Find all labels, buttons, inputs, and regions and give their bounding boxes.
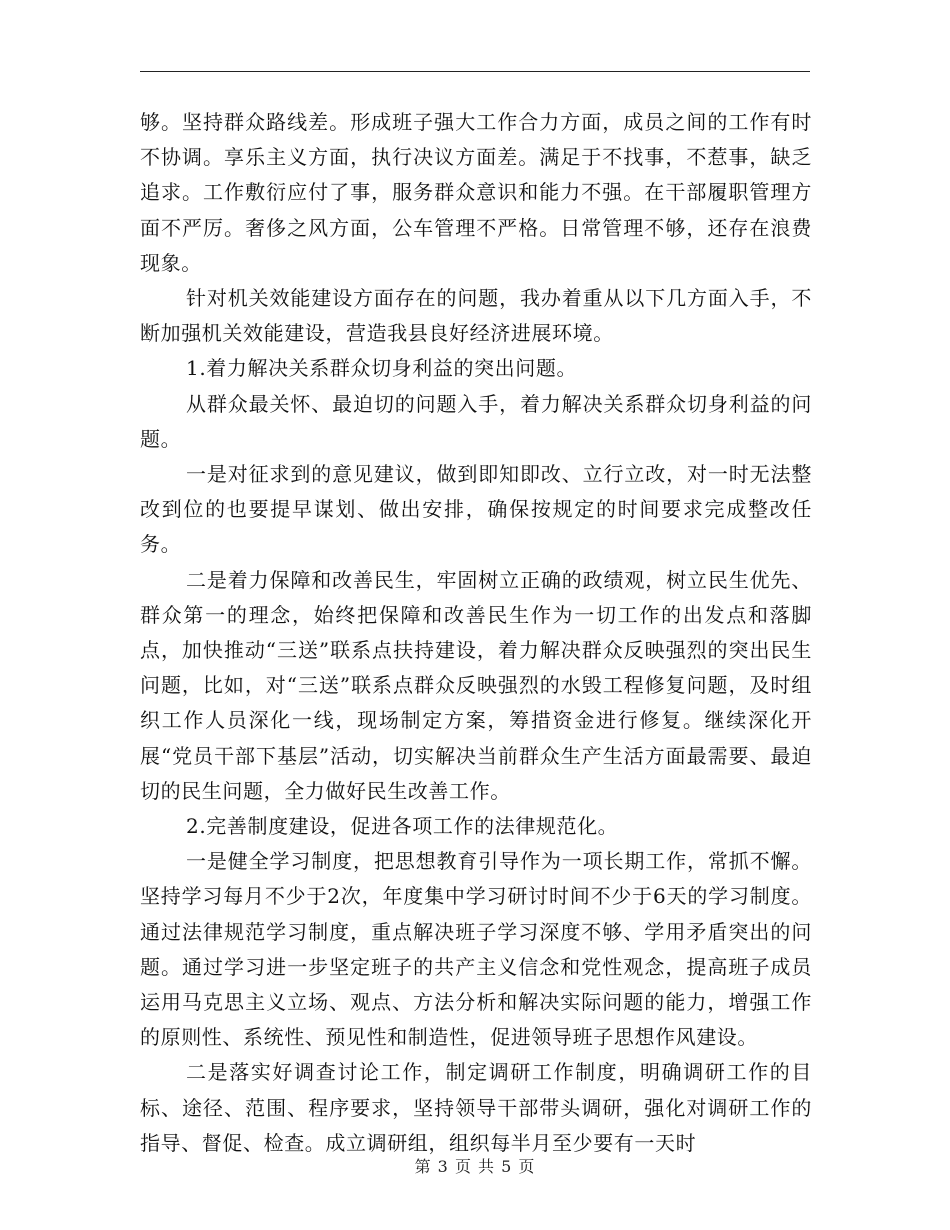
paragraph-3: 从群众最关怀、最迫切的问题入手，着力解决关系群众切身利益的问题。 xyxy=(140,391,812,451)
section-heading-1: 1.着力解决关系群众切身利益的突出问题。 xyxy=(186,356,578,381)
paragraph-7: 二是落实好调查讨论工作，制定调研工作制度，明确调研工作的目标、途径、范围、程序要求，坚持领导干部带头调研，强化对调研工作的指导、督促、检查。成立调研组，组织每半月至少要有一天时 xyxy=(140,1060,812,1155)
section-heading-2: 2.完善制度建设，促进各项工作的法律规范化。 xyxy=(186,814,619,839)
header-rule xyxy=(140,71,810,72)
paragraph-1: 够。坚持群众路线差。形成班子强大工作合力方面，成员之间的工作有时不协调。享乐主义方面，执行决议方面差。满足于不找事，不惹事，缺乏追求。工作敷衍应付了事，服务群众意识和能力不强。在干部履职管理方面不严厉。奢侈之风方面，公车管理不严格。日常管理不够，还存在浪费现象。 xyxy=(140,110,812,275)
paragraph-5: 二是着力保障和改善民生，牢固树立正确的政绩观，树立民生优先、群众第一的理念，始终把保障和改善民生作为一切工作的出发点和落脚点，加快推动“三送”联系点扶持建设，着力解决群众反映强烈的突出民生问题，比如，对“三送”联系点群众反映强烈的水毁工程修复问题，及时组织工作人员深化一线，现场制定方案，筹措资金进行修复。继续深化开展“党员干部下基层”活动，切实解决当前群众生产生活方面最需要、最迫切的民生问题，全力做好民生改善工作。 xyxy=(140,567,812,803)
paragraph-4: 一是对征求到的意见建议，做到即知即改、立行立改，对一时无法整改到位的也要提早谋划、做出安排，确保按规定的时间要求完成整改任务。 xyxy=(140,462,812,557)
paragraph-2: 针对机关效能建设方面存在的问题，我办着重从以下几方面入手，不断加强机关效能建设，营造我县良好经济进展环境。 xyxy=(140,286,812,346)
document-body xyxy=(140,105,812,1161)
paragraph-6: 一是健全学习制度，把思想教育引导作为一项长期工作，常抓不懈。坚持学习每月不少于2次，年度集中学习研讨时间不少于6天的学习制度。通过法律规范学习制度，重点解决班子学习深度不够、学用矛盾突出的问题。通过学习进一步坚定班子的共产主义信念和党性观念，提高班子成员运用马克思主义立场、观点、方法分析和解决实际问题的能力，增强工作的原则性、系统性、预见性和制造性，促进领导班子思想作风建设。 xyxy=(140,849,812,1050)
page-number: 第 3 页 共 5 页 xyxy=(414,1157,536,1176)
